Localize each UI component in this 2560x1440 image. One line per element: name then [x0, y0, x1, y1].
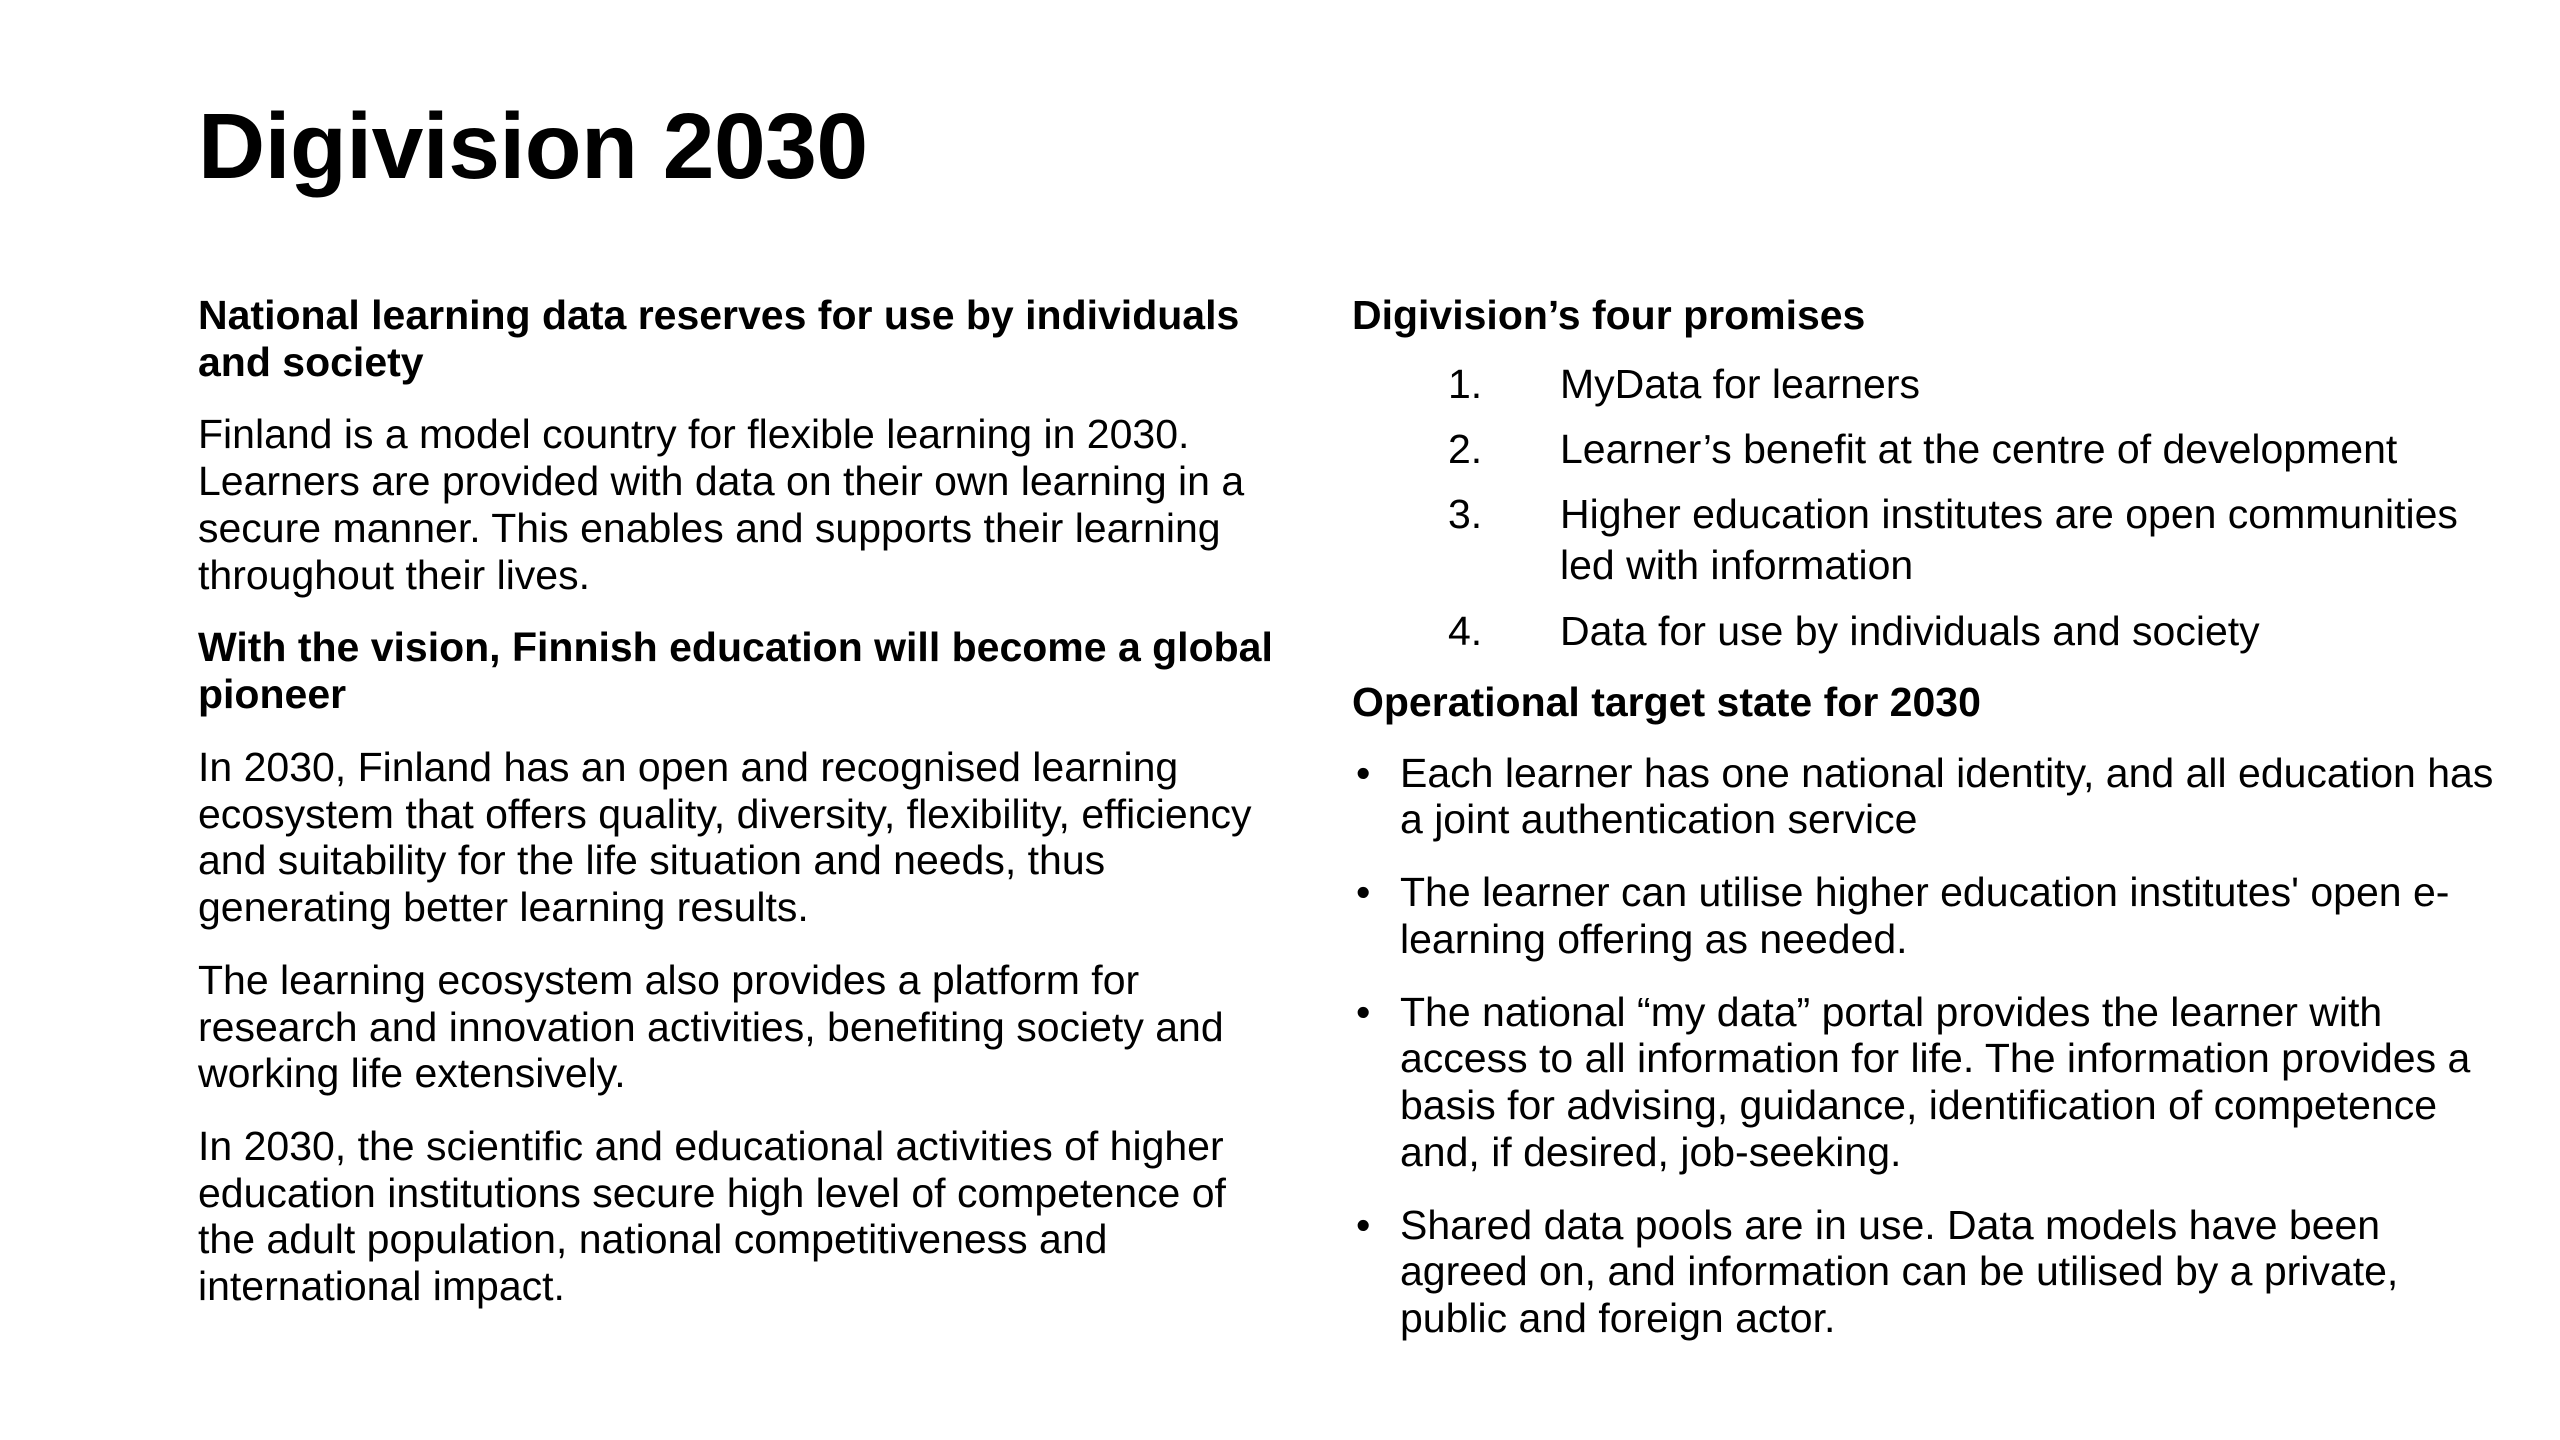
target-item [1352, 750, 2512, 843]
target-state-list [1352, 750, 2512, 1342]
promise-item [1352, 606, 2512, 657]
competence-paragraph: In 2030, the scientific and educational activities of higher education institutions secure high level of competence of the adult population, national competitiveness and international impact. [198, 1123, 1226, 1310]
bullet-marker: • [1356, 988, 1371, 1035]
bullet-marker: • [1356, 869, 1371, 916]
bullet-marker: • [1356, 749, 1371, 796]
promise-number: 4. [1448, 607, 1483, 654]
target-text: The national “my data” portal provides the learner with access to all information for life. The information provides a basis for advising, guidance, identification of competence and, if desired, job-seeking. [1400, 988, 2471, 1175]
promise-number: 2. [1448, 425, 1483, 472]
bullet-marker: • [1356, 1201, 1371, 1248]
promise-number: 1. [1448, 360, 1483, 407]
data-reserves-heading: National learning data reserves for use by individuals and society [198, 292, 1240, 385]
target-item [1352, 869, 2512, 962]
ecosystem-paragraph: In 2030, Finland has an open and recognised learning ecosystem that offers quality, diversity, flexibility, efficiency and suitability for the life situation and needs, thus generating better learning results. [198, 743, 1252, 931]
left-column [198, 292, 1278, 1310]
target-item [1352, 989, 2512, 1176]
right-column [1352, 292, 2512, 1368]
target-item [1352, 1202, 2512, 1342]
promise-item [1352, 359, 2512, 410]
model-country-paragraph: Finland is a model country for flexible learning in 2030. Learners are provided with data on their own learning in a secure manner. This enables and supports their learning throughout their lives. [198, 411, 1245, 598]
slide-title: Digivision 2030 [198, 94, 868, 198]
target-text: The learner can utilise higher education institutes' open e-learning offering as needed. [1400, 869, 2450, 962]
promise-item [1352, 424, 2512, 475]
target-text: Each learner has one national identity, and all education has a joint authentication service [1400, 749, 2494, 843]
promises-heading: Digivision’s four promises [1352, 292, 1866, 338]
promise-text: MyData for learners [1560, 360, 1921, 407]
target-state-heading: Operational target state for 2030 [1352, 678, 1981, 725]
global-pioneer-heading: With the vision, Finnish education will become a global pioneer [198, 624, 1273, 718]
promises-list [1352, 359, 2512, 657]
promise-text: Data for use by individuals and society [1560, 607, 2260, 654]
promise-item [1352, 489, 2512, 592]
promise-number: 3. [1448, 491, 1483, 538]
target-text: Shared data pools are in use. Data models have been agreed on, and information can be utilised by a private, public and foreign actor. [1400, 1201, 2399, 1342]
promise-text: Higher education institutes are open communities led with information [1560, 491, 2458, 589]
platform-paragraph: The learning ecosystem also provides a platform for research and innovation activities, benefiting society and working life extensively. [198, 956, 1224, 1097]
promise-text: Learner’s benefit at the centre of development [1560, 425, 2398, 472]
